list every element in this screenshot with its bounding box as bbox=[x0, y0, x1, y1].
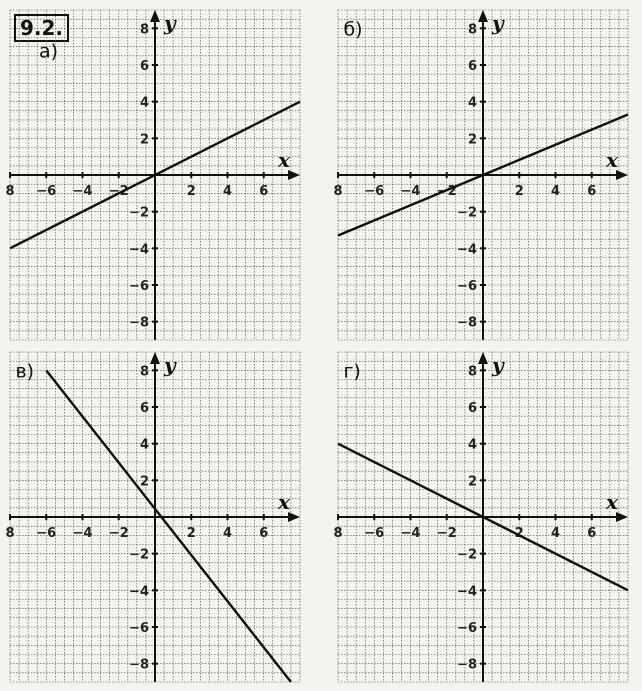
x-tick-label: 6 bbox=[587, 184, 597, 199]
y-tick-label: −4 bbox=[457, 584, 477, 600]
graph-panel-v bbox=[5, 352, 300, 682]
y-tick-label: 2 bbox=[467, 474, 477, 490]
x-tick-label: −4 bbox=[72, 184, 93, 199]
x-tick-label: 8 bbox=[5, 184, 15, 199]
y-tick-label: −8 bbox=[457, 657, 477, 673]
y-tick-label: −8 bbox=[129, 315, 149, 331]
y-axis-arrow-icon bbox=[150, 352, 160, 364]
x-tick-label: 8 bbox=[333, 526, 343, 541]
x-tick-label: 2 bbox=[514, 526, 524, 541]
y-tick-label: 8 bbox=[467, 364, 477, 380]
y-axis-arrow-icon bbox=[478, 352, 488, 364]
x-tick-label: −6 bbox=[36, 526, 57, 541]
x-tick-label: 2 bbox=[186, 526, 196, 541]
x-tick-label: −4 bbox=[72, 526, 93, 541]
x-tick-label: 6 bbox=[587, 526, 597, 541]
graph-panel-g bbox=[333, 352, 628, 682]
x-tick-label: −4 bbox=[400, 526, 421, 541]
y-tick-label: 4 bbox=[467, 95, 477, 111]
x-tick-label: 6 bbox=[259, 526, 269, 541]
x-tick-label: 2 bbox=[514, 184, 524, 199]
x-tick-label: 8 bbox=[5, 526, 15, 541]
panel-label: в) bbox=[15, 360, 35, 383]
y-tick-label: −6 bbox=[457, 279, 477, 294]
x-tick-label: −6 bbox=[36, 184, 57, 199]
y-tick-label: 8 bbox=[139, 364, 149, 380]
problem-number: 9.2. bbox=[14, 14, 69, 42]
y-axis-label: y bbox=[492, 11, 504, 35]
panel-label: а) bbox=[39, 40, 59, 63]
y-tick-label: −4 bbox=[129, 584, 149, 600]
panel-label: г) bbox=[343, 360, 361, 383]
y-tick-label: 4 bbox=[139, 95, 149, 111]
y-tick-label: −6 bbox=[129, 279, 149, 294]
x-tick-label: 4 bbox=[550, 184, 561, 199]
y-tick-label: −2 bbox=[457, 205, 477, 221]
x-tick-label: −6 bbox=[364, 184, 385, 199]
x-axis-label: x bbox=[606, 148, 618, 172]
y-tick-label: 6 bbox=[467, 401, 477, 416]
y-axis-label: y bbox=[164, 353, 176, 377]
x-tick-label: 4 bbox=[550, 526, 561, 541]
x-axis-label: x bbox=[278, 490, 290, 514]
y-tick-label: 8 bbox=[467, 22, 477, 38]
y-tick-label: −4 bbox=[129, 242, 149, 258]
y-tick-label: 8 bbox=[139, 22, 149, 38]
y-axis-arrow-icon bbox=[150, 10, 160, 22]
x-axis-label: x bbox=[278, 148, 290, 172]
graph-panel-b bbox=[333, 10, 628, 340]
x-tick-label: −6 bbox=[364, 526, 385, 541]
x-tick-label: 4 bbox=[222, 184, 233, 199]
y-tick-label: −2 bbox=[457, 547, 477, 563]
x-tick-label: 6 bbox=[259, 184, 269, 199]
x-tick-label: 8 bbox=[333, 184, 343, 199]
y-tick-label: −6 bbox=[457, 621, 477, 636]
y-tick-label: 6 bbox=[139, 59, 149, 74]
x-tick-label: −2 bbox=[436, 184, 457, 199]
x-tick-label: 2 bbox=[186, 184, 196, 199]
y-tick-label: 2 bbox=[139, 132, 149, 148]
x-tick-label: −2 bbox=[436, 526, 457, 541]
y-tick-label: 4 bbox=[467, 437, 477, 453]
y-tick-label: −2 bbox=[129, 547, 149, 563]
y-tick-label: 2 bbox=[139, 474, 149, 490]
y-tick-label: 2 bbox=[467, 132, 477, 148]
y-tick-label: −8 bbox=[129, 657, 149, 673]
y-tick-label: −8 bbox=[457, 315, 477, 331]
graph-panel-a bbox=[5, 10, 300, 340]
y-axis-arrow-icon bbox=[478, 10, 488, 22]
x-tick-label: −2 bbox=[108, 184, 129, 199]
x-tick-label: −4 bbox=[400, 184, 421, 199]
y-axis-label: y bbox=[492, 353, 504, 377]
panel-label: б) bbox=[343, 18, 363, 41]
x-axis-label: x bbox=[606, 490, 618, 514]
y-tick-label: −6 bbox=[129, 621, 149, 636]
x-tick-label: −2 bbox=[108, 526, 129, 541]
y-axis-label: y bbox=[164, 11, 176, 35]
y-tick-label: −4 bbox=[457, 242, 477, 258]
y-tick-label: 6 bbox=[467, 59, 477, 74]
y-tick-label: −2 bbox=[129, 205, 149, 221]
y-tick-label: 6 bbox=[139, 401, 149, 416]
x-tick-label: 4 bbox=[222, 526, 233, 541]
y-tick-label: 4 bbox=[139, 437, 149, 453]
